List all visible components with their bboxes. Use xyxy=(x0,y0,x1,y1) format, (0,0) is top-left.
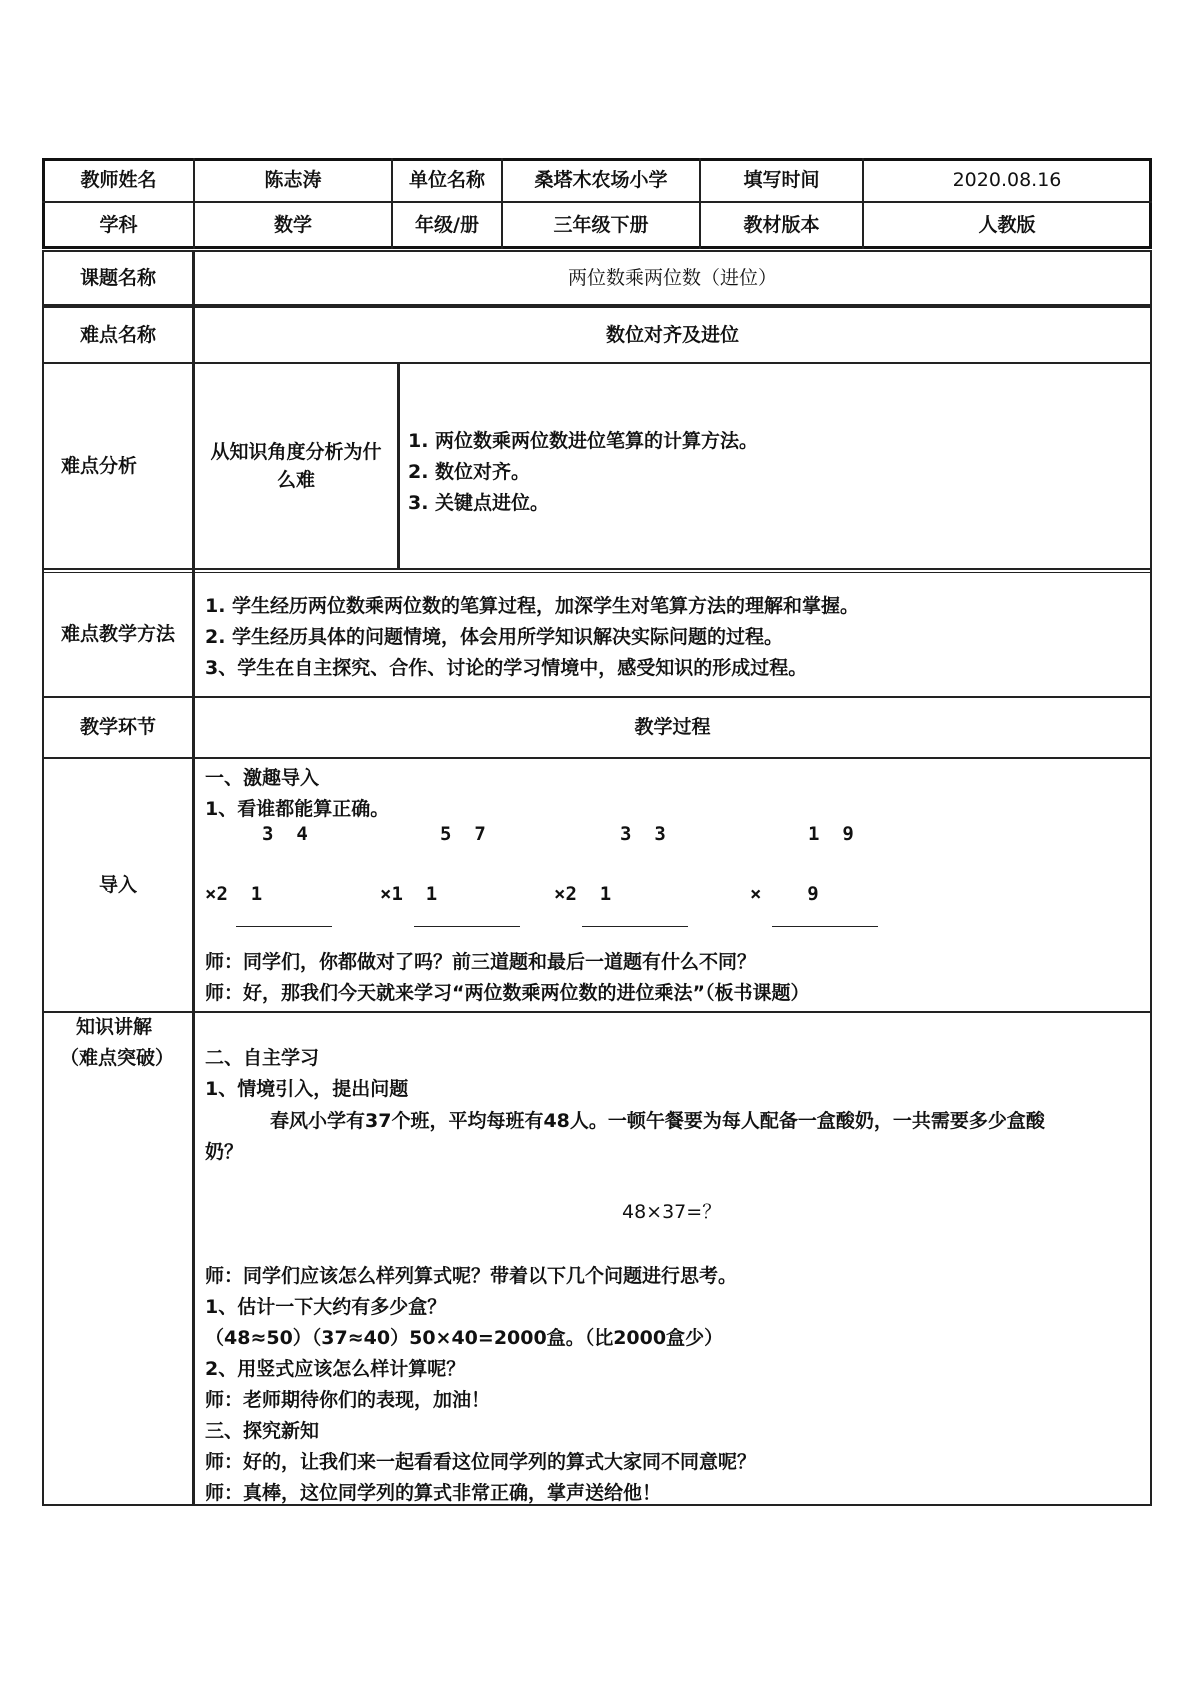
intro-heading: 一、激趣导入 xyxy=(205,767,320,789)
edition-label: 教材版本 xyxy=(743,213,820,236)
date-value: 2020.08.16 xyxy=(952,169,1062,192)
row-line xyxy=(42,568,1152,570)
question-1: 1、估计一下大约有多少盒？ xyxy=(205,1296,447,1318)
edition-value: 人教版 xyxy=(978,213,1036,236)
label-column-divider xyxy=(192,250,195,1506)
school-label: 单位名称 xyxy=(408,169,485,192)
analysis-sub-label: 从知识角度分析为什么难 xyxy=(210,440,382,491)
knowledge-line1: 1、情境引入，提出问题 xyxy=(205,1078,409,1100)
problem-1-top: 3 4 xyxy=(262,823,308,845)
question-1-answer: （48≈50）（37≈40）50×40=2000盒。（比2000盒少） xyxy=(205,1327,724,1349)
date-label: 填写时间 xyxy=(743,169,820,192)
problem-2-bottom: ×1 1 xyxy=(380,883,438,905)
question-2: 2、用竖式应该怎么样计算呢？ xyxy=(205,1358,466,1380)
row-line xyxy=(42,1011,1152,1013)
subject-value: 数学 xyxy=(273,213,312,236)
problem-4-bottom: × 9 xyxy=(750,883,819,905)
process-label: 教学环节 xyxy=(79,716,156,739)
difficulty-label: 难点名称 xyxy=(79,323,156,346)
teacher-name-label: 教师姓名 xyxy=(80,169,157,192)
method-item-1: 1. 学生经历两位数乘两位数的笔算过程，加深学生对笔算方法的理解和掌握。 xyxy=(205,595,860,617)
grade-label: 年级/册 xyxy=(415,213,479,236)
story-line-b: 奶？ xyxy=(205,1141,244,1163)
intro-label: 导入 xyxy=(98,873,137,896)
knowledge-label-1: 知识讲解 xyxy=(76,1016,153,1038)
teacher-line-2: 师：真棒，这位同学列的算式非常正确，掌声送给他！ xyxy=(205,1482,662,1504)
analysis-item-3: 3. 关键点进位。 xyxy=(408,492,550,514)
intro-teacher-2: 师：好，那我们今天就来学习“两位数乘两位数的进位乘法”（板书课题） xyxy=(205,982,810,1004)
equation: 48×37=？ xyxy=(622,1201,722,1223)
problem-3-underline xyxy=(582,926,688,927)
problem-3-bottom: ×2 1 xyxy=(554,883,612,905)
grade-value: 三年级下册 xyxy=(553,213,649,236)
question-intro: 师：同学们应该怎么样列算式呢？带着以下几个问题进行思考。 xyxy=(205,1265,738,1287)
analysis-inner-divider xyxy=(397,364,400,569)
knowledge-label-2: （难点突破） xyxy=(60,1047,175,1069)
difficulty-value: 数位对齐及进位 xyxy=(605,323,739,346)
problem-2-top: 5 7 xyxy=(440,823,486,845)
process-value: 教学过程 xyxy=(634,716,711,739)
analysis-item-1: 1. 两位数乘两位数进位笔算的计算方法。 xyxy=(408,430,759,452)
row-line xyxy=(42,757,1152,759)
topic-label: 课题名称 xyxy=(79,266,156,289)
analysis-label: 难点分析 xyxy=(60,454,137,477)
method-item-2: 2. 学生经历具体的问题情境，体会用所学知识解决实际问题的过程。 xyxy=(205,626,784,648)
method-label: 难点教学方法 xyxy=(60,623,175,646)
problem-4-top: 1 9 xyxy=(808,823,854,845)
problem-1-underline xyxy=(236,926,332,927)
intro-teacher-1: 师：同学们，你都做对了吗？前三道题和最后一道题有什么不同？ xyxy=(205,951,757,973)
topic-value: 两位数乘两位数（进位） xyxy=(567,266,777,289)
row-line xyxy=(42,572,1152,573)
knowledge-heading: 二、自主学习 xyxy=(205,1047,320,1069)
intro-line1: 1、看谁都能算正确。 xyxy=(205,798,390,820)
school-value: 桑塔木农场小学 xyxy=(534,169,668,192)
subject-label: 学科 xyxy=(99,213,138,236)
problem-3-top: 3 3 xyxy=(620,823,666,845)
heading-3: 三、探究新知 xyxy=(205,1420,320,1442)
method-item-3: 3、学生在自主探究、合作、讨论的学习情境中，感受知识的形成过程。 xyxy=(205,657,808,679)
story-line-a: 春风小学有37个班，平均每班有48人。一顿午餐要为每人配备一盒酸奶，一共需要多少盒酸 xyxy=(270,1110,1045,1132)
problem-2-underline xyxy=(414,926,520,927)
teacher-name-value: 陈志涛 xyxy=(264,169,322,192)
teacher-line-1: 师：好的，让我们来一起看看这位同学列的算式大家同不同意呢？ xyxy=(205,1451,757,1473)
analysis-item-2: 2. 数位对齐。 xyxy=(408,461,531,483)
question-2-teacher: 师：老师期待你们的表现，加油！ xyxy=(205,1389,491,1411)
problem-1-bottom: ×2 1 xyxy=(205,883,263,905)
problem-4-underline xyxy=(772,926,878,927)
